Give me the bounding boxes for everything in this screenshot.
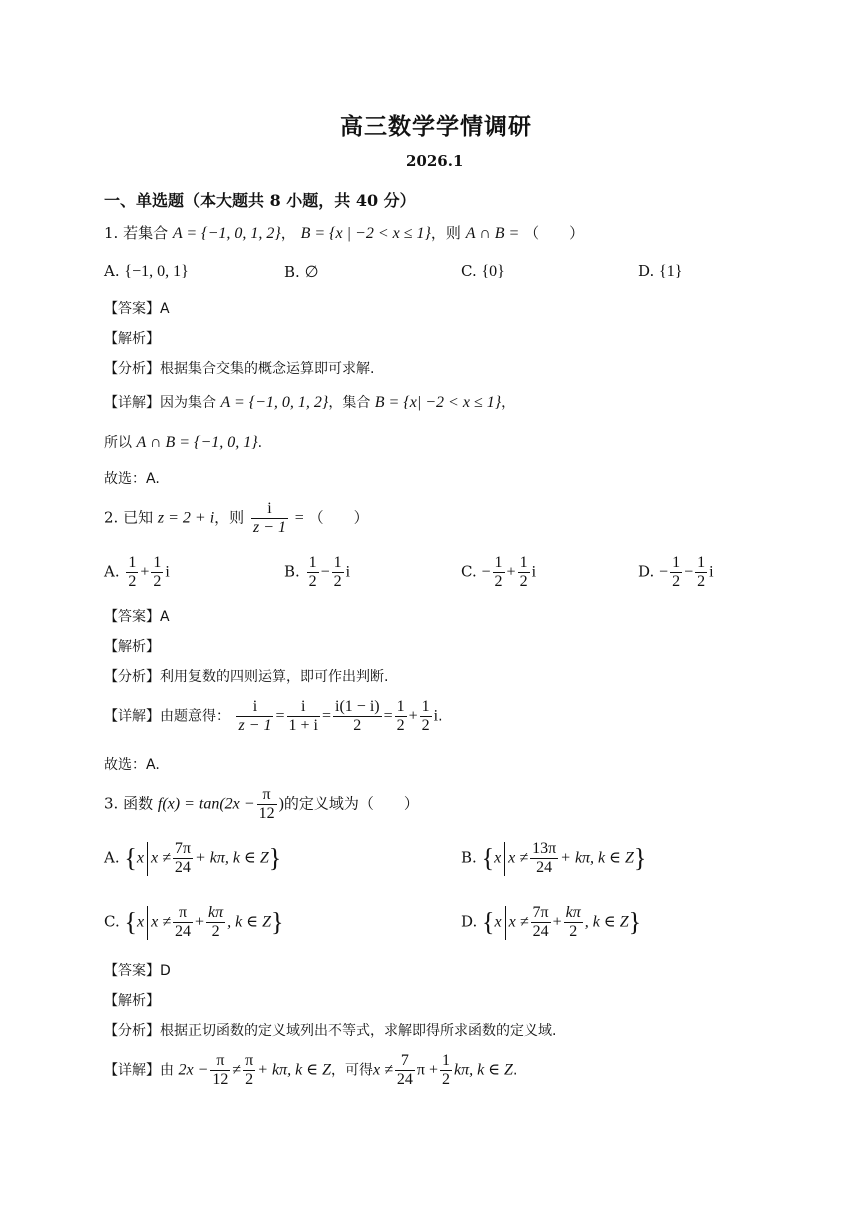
q1-option-a: A. {−1, 0, 1} (104, 262, 189, 280)
q1-xiangjie: 【详解】因为集合 A = {−1, 0, 1, 2}，集合 B = {x| −2 < x ≤ 1}， (104, 394, 516, 411)
q2-analysis-label: 【解析】 (104, 639, 160, 655)
q1-conclusion: 所以 A ∩ B = {−1, 0, 1}. (104, 434, 263, 451)
q1-option-c: C. {0} (461, 262, 505, 280)
q1-analysis-label: 【解析】 (104, 331, 160, 347)
stem-text: ，则 (430, 224, 461, 242)
q3-fenxi: 【分析】根据正切函数的定义域列出不等式，求解即得所求函数的定义域. (104, 1023, 557, 1039)
exam-date: 2026.1 (406, 152, 464, 170)
set-a: A = {−1, 0, 1, 2} (172, 225, 281, 242)
separator: ， (280, 224, 296, 242)
q1-option-d: D. {1} (638, 262, 683, 280)
q3-xiangjie: 【详解】由 2x − $\frac{\pi}{12}$ ≠ $\frac{\pi}{2}$ + kπ, k ∈ Z，可得x ≠ $\frac{7}{24}$ π + $\frac{1}{2}$ kπ, k ∈ Z. (104, 1052, 518, 1088)
answer-paren: （ ） (524, 224, 585, 242)
q2-xiangjie: 【详解】由题意得： $\frac{i}{z - 1}$ = $\frac{i}{1 + i}$ = $\frac{i(1 - i)}{2}$ = $\frac{1}{2}$ + $\frac{1}{2}$ i. (104, 698, 443, 734)
q3-analysis-label: 【解析】 (104, 993, 160, 1009)
q1-choice: 故选：A. (104, 471, 160, 487)
q3-option-d: D. {x x ≠ $\frac{7\pi}{24}$ + $\frac{k\pi}{2}$ , k ∈ Z} (461, 904, 642, 940)
question-number: 1. (104, 224, 119, 242)
q2-option-d: D. − $\frac{1}{2}$ − $\frac{1}{2}$ i (638, 554, 714, 590)
section-heading: 一、单选题（本大题共 8 小题，共 40 分） (104, 191, 416, 210)
q2-choice: 故选：A. (104, 757, 160, 773)
stem-text: 若集合 (123, 224, 169, 242)
question-2-stem: 2. 已知 z = 2 + i，则 $\frac{i}{z - 1}$ = （ ） (104, 500, 369, 536)
set-b: B = {x | −2 < x ≤ 1} (300, 225, 431, 242)
intersection-expr: A ∩ B = (465, 225, 520, 242)
question-1-stem (104, 222, 584, 243)
q3-answer: 【答案】D (104, 963, 171, 979)
q1-fenxi: 【分析】根据集合交集的概念运算即可求解. (104, 361, 375, 377)
q3-option-a: A. {x x ≠ $\frac{7\pi}{24}$ + kπ, k ∈ Z} (104, 840, 282, 876)
question-3-stem: 3. 函数 f(x) = tan(2x − $\frac{\pi}{12}$ )的定义域为（ ） (104, 786, 419, 822)
page-title: 高三数学学情调研 (340, 113, 532, 140)
q3-option-b: B. {x x ≠ $\frac{13\pi}{24}$ + kπ, k ∈ Z} (461, 840, 647, 876)
q1-option-b: B. ∅ (284, 263, 319, 281)
q1-answer: 【答案】A (104, 301, 170, 317)
q2-option-b: B. $\frac{1}{2}$ − $\frac{1}{2}$ i (284, 554, 351, 590)
q2-option-a: A. $\frac{1}{2}$ + $\frac{1}{2}$ i (104, 554, 170, 590)
fraction: $\frac{i}{z - 1}$ (252, 500, 286, 536)
q3-option-c: C. {x x ≠ $\frac{\pi}{24}$ + $\frac{k\pi}{2}$ , k ∈ Z} (104, 904, 284, 940)
q2-answer: 【答案】A (104, 609, 170, 625)
q2-fenxi: 【分析】利用复数的四则运算，即可作出判断. (104, 669, 389, 685)
q2-option-c: C. − $\frac{1}{2}$ + $\frac{1}{2}$ i (461, 554, 537, 590)
